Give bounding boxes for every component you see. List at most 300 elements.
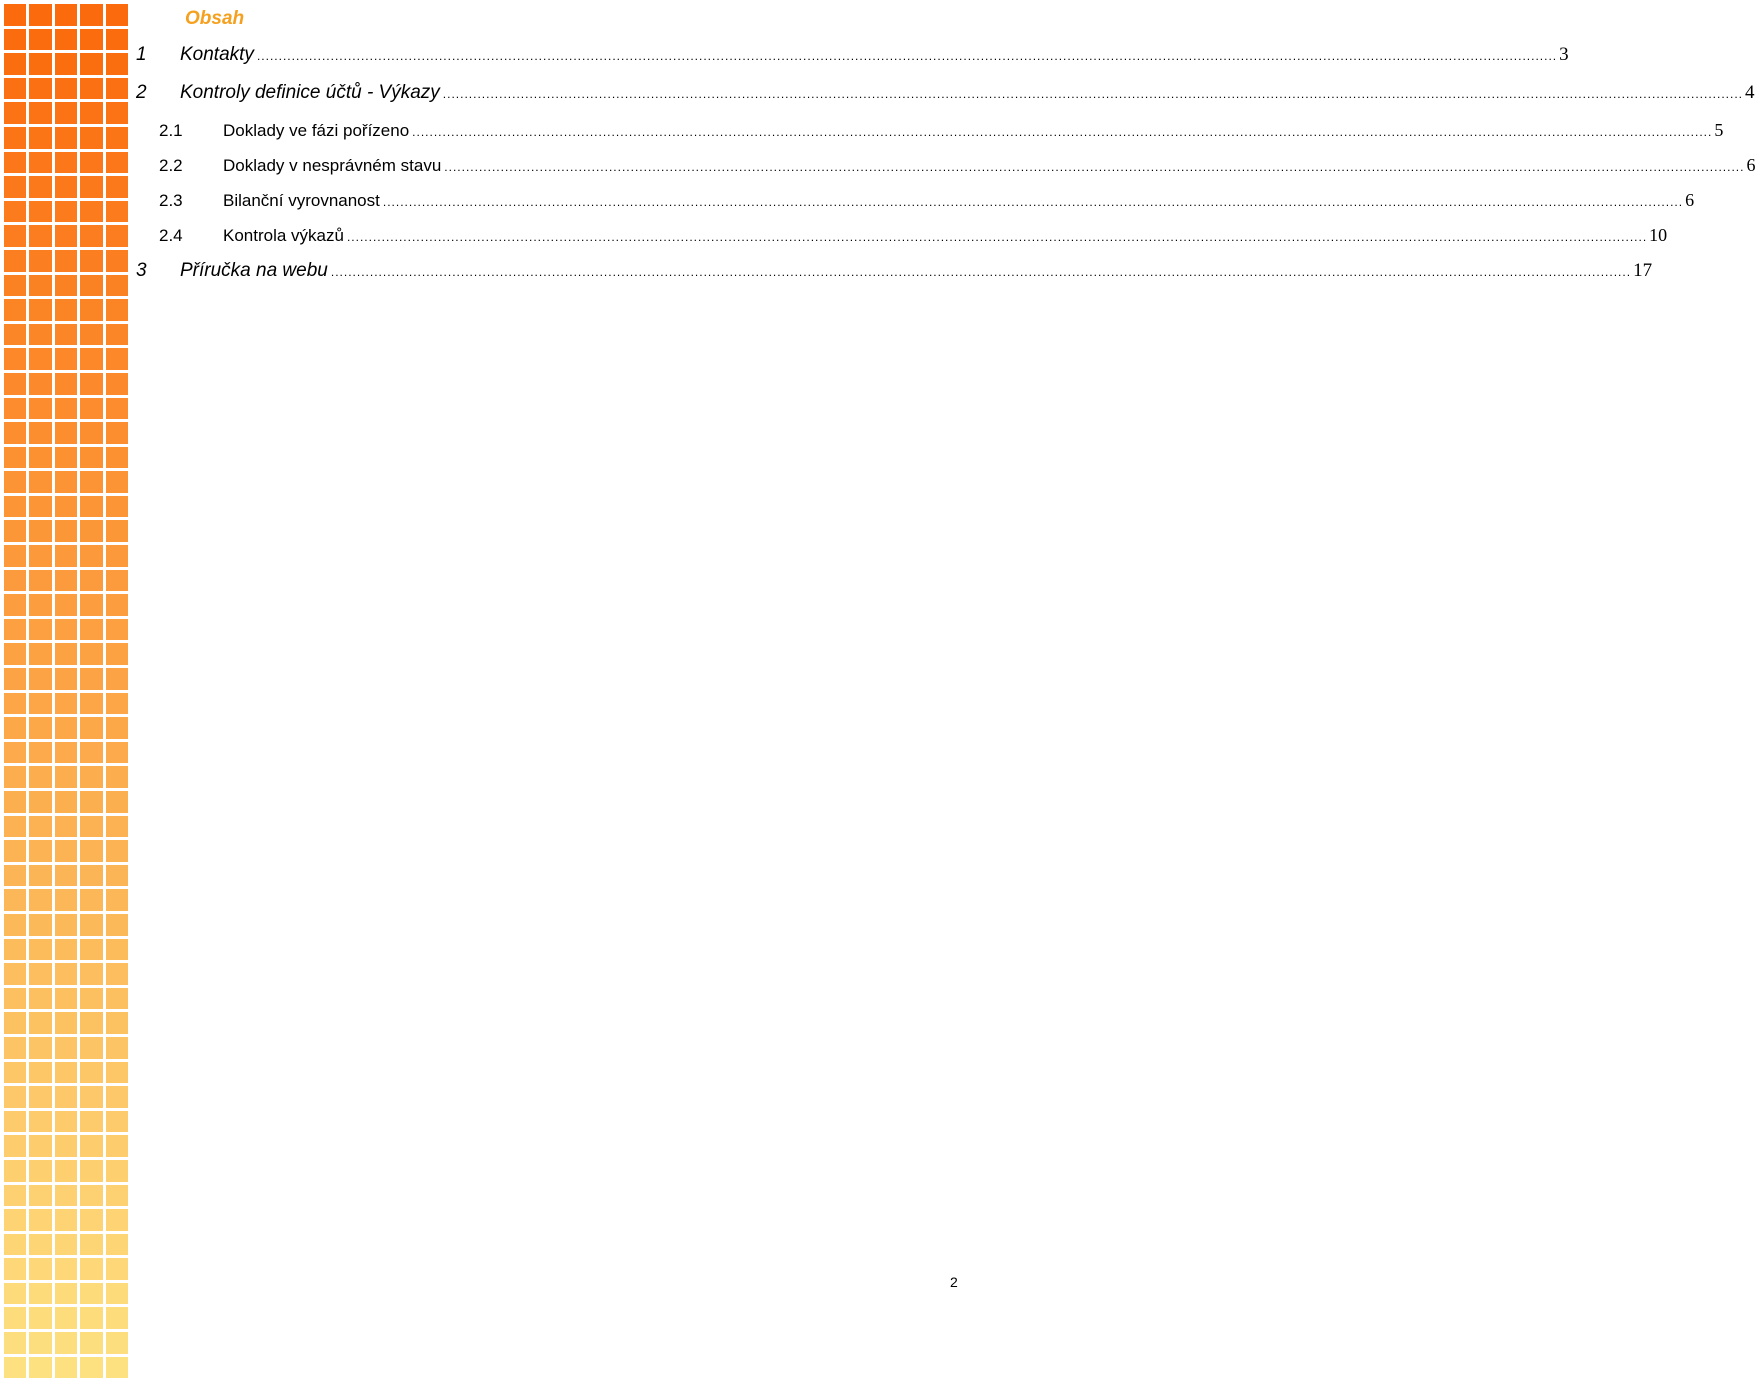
grid-cell xyxy=(80,324,102,346)
grid-cell xyxy=(106,1160,128,1182)
grid-cell xyxy=(55,742,77,764)
grid-cell xyxy=(55,717,77,739)
toc-entry-page: 5 xyxy=(1714,120,1724,140)
grid-cell xyxy=(55,963,77,985)
grid-cell xyxy=(106,299,128,321)
toc-entry-2-3[interactable] xyxy=(136,190,1695,211)
grid-cell xyxy=(29,373,51,395)
grid-cell xyxy=(55,102,77,124)
grid-cell xyxy=(106,766,128,788)
toc-entry-title: Kontrola výkazů xyxy=(223,226,344,245)
grid-cell xyxy=(29,152,51,174)
toc-entry-page: 6 xyxy=(1746,155,1755,175)
grid-cell xyxy=(29,1086,51,1108)
grid-cell xyxy=(29,545,51,567)
grid-cell xyxy=(29,988,51,1010)
grid-cell xyxy=(55,201,77,223)
grid-cell xyxy=(4,570,26,592)
grid-cell xyxy=(80,643,102,665)
toc-leader-dots: ............................................................................................................................................................................................................................................................................................................ xyxy=(442,87,1743,101)
grid-cell xyxy=(80,225,102,247)
grid-cell xyxy=(4,201,26,223)
grid-cell xyxy=(55,1357,77,1378)
toc-entry-title: Příručka na webu xyxy=(180,260,328,281)
grid-cell xyxy=(80,668,102,690)
grid-cell xyxy=(4,78,26,100)
grid-cell xyxy=(4,1307,26,1329)
grid-cell xyxy=(80,1062,102,1084)
grid-cell xyxy=(80,102,102,124)
grid-cell xyxy=(55,225,77,247)
grid-cell xyxy=(4,619,26,641)
grid-cell xyxy=(4,348,26,370)
grid-cell xyxy=(80,1209,102,1231)
grid-cell xyxy=(106,889,128,911)
toc-entry-page: 17 xyxy=(1633,260,1653,281)
grid-cell xyxy=(4,53,26,75)
grid-cell xyxy=(29,816,51,838)
grid-cell xyxy=(4,29,26,51)
grid-cell xyxy=(55,570,77,592)
grid-cell xyxy=(55,865,77,887)
grid-cell xyxy=(106,865,128,887)
grid-cell xyxy=(106,693,128,715)
grid-cell xyxy=(29,1357,51,1378)
grid-cell xyxy=(55,1135,77,1157)
grid-cell xyxy=(4,1357,26,1378)
grid-cell xyxy=(4,127,26,149)
grid-cell xyxy=(55,520,77,542)
grid-cell xyxy=(55,545,77,567)
grid-cell xyxy=(106,1209,128,1231)
toc-entry-page: 4 xyxy=(1745,82,1755,103)
grid-cell xyxy=(29,78,51,100)
grid-cell xyxy=(55,1258,77,1280)
grid-cell xyxy=(80,1111,102,1133)
grid-cell xyxy=(55,78,77,100)
toc-leader-dots: ............................................................................................................................................................................................................................................................................................................ xyxy=(346,230,1648,244)
toc-entry-title: Kontroly definice účtů - Výkazy xyxy=(180,82,440,103)
grid-cell xyxy=(80,619,102,641)
grid-cell xyxy=(55,29,77,51)
grid-cell xyxy=(106,275,128,297)
toc-leader-dots: ............................................................................................................................................................................................................................................................................................................ xyxy=(444,160,1745,174)
toc-entry-page: 6 xyxy=(1685,190,1695,210)
grid-cell xyxy=(29,447,51,469)
grid-cell xyxy=(106,422,128,444)
grid-cell xyxy=(55,1185,77,1207)
grid-cell xyxy=(80,840,102,862)
grid-cell xyxy=(55,643,77,665)
grid-cell xyxy=(80,939,102,961)
grid-cell xyxy=(4,275,26,297)
grid-cell xyxy=(55,693,77,715)
grid-cell xyxy=(4,471,26,493)
grid-cell xyxy=(80,889,102,911)
grid-cell xyxy=(55,324,77,346)
grid-cell xyxy=(29,1135,51,1157)
grid-cell xyxy=(4,1283,26,1305)
grid-cell xyxy=(80,693,102,715)
grid-cell xyxy=(55,914,77,936)
grid-cell xyxy=(4,816,26,838)
grid-cell xyxy=(80,1332,102,1354)
grid-cell xyxy=(4,102,26,124)
grid-cell xyxy=(80,1037,102,1059)
grid-cell xyxy=(55,988,77,1010)
grid-cell xyxy=(55,398,77,420)
grid-cell xyxy=(80,1135,102,1157)
grid-cell xyxy=(4,963,26,985)
grid-cell xyxy=(29,398,51,420)
toc-entry-title: Doklady ve fázi pořízeno xyxy=(223,121,410,140)
grid-cell xyxy=(80,152,102,174)
grid-cell xyxy=(106,619,128,641)
toc-entry-3[interactable] xyxy=(136,260,1653,282)
grid-cell xyxy=(106,840,128,862)
grid-cell xyxy=(55,766,77,788)
grid-cell xyxy=(106,152,128,174)
grid-cell xyxy=(29,201,51,223)
grid-cell xyxy=(80,988,102,1010)
grid-cell xyxy=(29,1037,51,1059)
grid-cell xyxy=(80,570,102,592)
toc-entry-page: 10 xyxy=(1649,225,1668,245)
grid-cell xyxy=(55,840,77,862)
grid-cell xyxy=(4,594,26,616)
grid-cell xyxy=(106,988,128,1010)
grid-cell xyxy=(29,1111,51,1133)
grid-cell xyxy=(55,939,77,961)
grid-cell xyxy=(29,250,51,272)
grid-cell xyxy=(55,1062,77,1084)
grid-cell xyxy=(80,471,102,493)
toc-leader-dots: ............................................................................................................................................................................................................................................................................................................ xyxy=(330,265,1632,279)
grid-cell xyxy=(4,1111,26,1133)
toc-entry-1[interactable] xyxy=(136,44,1569,66)
grid-cell xyxy=(55,1111,77,1133)
grid-cell xyxy=(29,127,51,149)
grid-cell xyxy=(4,520,26,542)
grid-cell xyxy=(106,1012,128,1034)
grid-cell xyxy=(4,791,26,813)
grid-cell xyxy=(106,1234,128,1256)
toc-entry-number: 2.4 xyxy=(159,226,183,245)
grid-cell xyxy=(106,398,128,420)
grid-cell xyxy=(80,373,102,395)
grid-cell xyxy=(106,963,128,985)
grid-cell xyxy=(4,496,26,518)
grid-cell xyxy=(29,348,51,370)
grid-cell xyxy=(80,520,102,542)
grid-cell xyxy=(106,78,128,100)
toc-entry-page: 3 xyxy=(1559,44,1569,65)
grid-cell xyxy=(80,1086,102,1108)
grid-cell xyxy=(4,1135,26,1157)
grid-cell xyxy=(29,496,51,518)
toc-heading: Obsah xyxy=(185,8,245,29)
grid-cell xyxy=(80,742,102,764)
grid-cell xyxy=(55,1234,77,1256)
grid-cell xyxy=(29,422,51,444)
grid-cell xyxy=(29,570,51,592)
toc-leader-dots: ............................................................................................................................................................................................................................................................................................................ xyxy=(382,195,1684,209)
grid-cell xyxy=(55,1283,77,1305)
grid-cell xyxy=(4,176,26,198)
grid-cell xyxy=(80,545,102,567)
grid-cell xyxy=(106,29,128,51)
grid-cell xyxy=(106,1037,128,1059)
grid-cell xyxy=(106,791,128,813)
grid-cell xyxy=(4,398,26,420)
grid-cell xyxy=(55,1012,77,1034)
grid-cell xyxy=(29,865,51,887)
grid-cell xyxy=(106,1283,128,1305)
grid-cell xyxy=(4,1258,26,1280)
grid-cell xyxy=(80,963,102,985)
grid-cell xyxy=(106,717,128,739)
toc-leader-dots: ............................................................................................................................................................................................................................................................................................................ xyxy=(256,49,1558,63)
grid-cell xyxy=(106,102,128,124)
grid-cell xyxy=(80,717,102,739)
grid-cell xyxy=(4,988,26,1010)
grid-cell xyxy=(4,1012,26,1034)
grid-cell xyxy=(55,471,77,493)
grid-cell xyxy=(29,1012,51,1034)
grid-cell xyxy=(80,1357,102,1378)
grid-cell xyxy=(106,373,128,395)
grid-cell xyxy=(4,889,26,911)
grid-cell xyxy=(55,791,77,813)
grid-cell xyxy=(29,275,51,297)
grid-cell xyxy=(55,1332,77,1354)
grid-cell xyxy=(4,668,26,690)
grid-cell xyxy=(55,299,77,321)
grid-cell xyxy=(55,816,77,838)
grid-cell xyxy=(106,816,128,838)
grid-cell xyxy=(106,1357,128,1378)
grid-cell xyxy=(80,127,102,149)
toc-entry-number: 2.2 xyxy=(159,156,183,175)
grid-cell xyxy=(29,791,51,813)
grid-cell xyxy=(106,250,128,272)
grid-cell xyxy=(29,225,51,247)
grid-cell xyxy=(106,1086,128,1108)
grid-cell xyxy=(4,1160,26,1182)
grid-cell xyxy=(55,250,77,272)
grid-cell xyxy=(4,1185,26,1207)
grid-cell xyxy=(29,766,51,788)
grid-cell xyxy=(80,1307,102,1329)
grid-cell xyxy=(80,422,102,444)
grid-cell xyxy=(4,1332,26,1354)
grid-cell xyxy=(4,299,26,321)
grid-cell xyxy=(106,668,128,690)
grid-cell xyxy=(4,1037,26,1059)
grid-cell xyxy=(106,201,128,223)
grid-cell xyxy=(29,643,51,665)
grid-cell xyxy=(80,176,102,198)
grid-cell xyxy=(29,1160,51,1182)
grid-cell xyxy=(29,914,51,936)
grid-cell xyxy=(4,324,26,346)
grid-cell xyxy=(106,127,128,149)
grid-cell xyxy=(80,594,102,616)
toc-entry-number: 3 xyxy=(136,260,147,281)
grid-cell xyxy=(29,1283,51,1305)
grid-cell xyxy=(55,1086,77,1108)
grid-cell xyxy=(55,1209,77,1231)
grid-cell xyxy=(4,840,26,862)
grid-cell xyxy=(80,299,102,321)
toc-entry-2-4[interactable] xyxy=(136,225,1668,246)
grid-cell xyxy=(55,1160,77,1182)
grid-cell xyxy=(106,1307,128,1329)
grid-cell xyxy=(80,914,102,936)
toc-entry-2[interactable] xyxy=(136,82,1755,104)
grid-cell xyxy=(55,176,77,198)
toc-entry-2-2[interactable] xyxy=(136,155,1755,176)
grid-cell xyxy=(80,398,102,420)
grid-cell xyxy=(106,53,128,75)
grid-cell xyxy=(4,250,26,272)
grid-cell xyxy=(29,1185,51,1207)
grid-cell xyxy=(80,447,102,469)
grid-cell xyxy=(55,447,77,469)
grid-cell xyxy=(80,816,102,838)
grid-cell xyxy=(29,889,51,911)
grid-cell xyxy=(55,619,77,641)
grid-cell xyxy=(29,1062,51,1084)
grid-cell xyxy=(106,742,128,764)
grid-cell xyxy=(55,373,77,395)
grid-cell xyxy=(106,914,128,936)
grid-cell xyxy=(80,1234,102,1256)
grid-cell xyxy=(29,1332,51,1354)
grid-cell xyxy=(29,102,51,124)
grid-cell xyxy=(55,1037,77,1059)
grid-cell xyxy=(80,250,102,272)
grid-cell xyxy=(29,840,51,862)
toc-entry-number: 1 xyxy=(136,44,147,65)
grid-cell xyxy=(80,1012,102,1034)
grid-cell xyxy=(80,1160,102,1182)
grid-cell xyxy=(29,1234,51,1256)
grid-cell xyxy=(80,496,102,518)
grid-cell xyxy=(55,594,77,616)
grid-cell xyxy=(29,176,51,198)
toc-leader-dots: ............................................................................................................................................................................................................................................................................................................ xyxy=(412,125,1713,139)
grid-cell xyxy=(106,447,128,469)
toc-entry-2-1[interactable] xyxy=(136,120,1724,141)
decorative-grid-border xyxy=(4,4,128,1354)
grid-cell xyxy=(4,693,26,715)
grid-cell xyxy=(80,791,102,813)
toc-entry-number: 2 xyxy=(136,82,147,103)
grid-cell xyxy=(106,4,128,26)
grid-cell xyxy=(29,717,51,739)
grid-cell xyxy=(55,152,77,174)
grid-cell xyxy=(4,766,26,788)
toc-entry-number: 2.1 xyxy=(159,121,183,140)
grid-cell xyxy=(29,742,51,764)
grid-cell xyxy=(55,275,77,297)
grid-cell xyxy=(55,127,77,149)
grid-cell xyxy=(29,939,51,961)
grid-cell xyxy=(55,496,77,518)
grid-cell xyxy=(106,225,128,247)
grid-cell xyxy=(55,1307,77,1329)
grid-cell xyxy=(29,53,51,75)
grid-cell xyxy=(4,152,26,174)
grid-cell xyxy=(29,471,51,493)
grid-cell xyxy=(55,889,77,911)
grid-cell xyxy=(106,348,128,370)
grid-cell xyxy=(80,78,102,100)
grid-cell xyxy=(4,373,26,395)
grid-cell xyxy=(4,422,26,444)
grid-cell xyxy=(4,717,26,739)
grid-cell xyxy=(80,275,102,297)
grid-cell xyxy=(106,570,128,592)
grid-cell xyxy=(55,348,77,370)
grid-cell xyxy=(29,668,51,690)
grid-cell xyxy=(4,4,26,26)
toc-entry-number: 2.3 xyxy=(159,191,183,210)
grid-cell xyxy=(4,914,26,936)
grid-cell xyxy=(29,29,51,51)
grid-cell xyxy=(55,422,77,444)
grid-cell xyxy=(106,594,128,616)
grid-cell xyxy=(80,1283,102,1305)
grid-cell xyxy=(80,348,102,370)
grid-cell xyxy=(29,324,51,346)
grid-cell xyxy=(4,447,26,469)
grid-cell xyxy=(4,742,26,764)
grid-cell xyxy=(80,53,102,75)
grid-cell xyxy=(106,496,128,518)
grid-cell xyxy=(106,1062,128,1084)
grid-cell xyxy=(80,1185,102,1207)
grid-cell xyxy=(4,1086,26,1108)
grid-cell xyxy=(106,643,128,665)
grid-cell xyxy=(80,1258,102,1280)
grid-cell xyxy=(80,865,102,887)
toc-entry-title: Kontakty xyxy=(180,44,254,65)
grid-cell xyxy=(106,1258,128,1280)
grid-cell xyxy=(4,865,26,887)
grid-cell xyxy=(29,1209,51,1231)
grid-cell xyxy=(106,324,128,346)
grid-cell xyxy=(29,594,51,616)
grid-cell xyxy=(29,1307,51,1329)
grid-cell xyxy=(29,520,51,542)
grid-cell xyxy=(80,201,102,223)
toc-entry-title: Bilanční vyrovnanost xyxy=(223,191,380,210)
grid-cell xyxy=(106,471,128,493)
grid-cell xyxy=(55,668,77,690)
grid-cell xyxy=(4,1209,26,1231)
toc-entry-title: Doklady v nesprávném stavu xyxy=(223,156,442,175)
grid-cell xyxy=(106,176,128,198)
grid-cell xyxy=(4,939,26,961)
grid-cell xyxy=(4,225,26,247)
grid-cell xyxy=(106,1185,128,1207)
grid-cell xyxy=(4,545,26,567)
grid-cell xyxy=(29,619,51,641)
grid-cell xyxy=(55,53,77,75)
grid-cell xyxy=(106,939,128,961)
